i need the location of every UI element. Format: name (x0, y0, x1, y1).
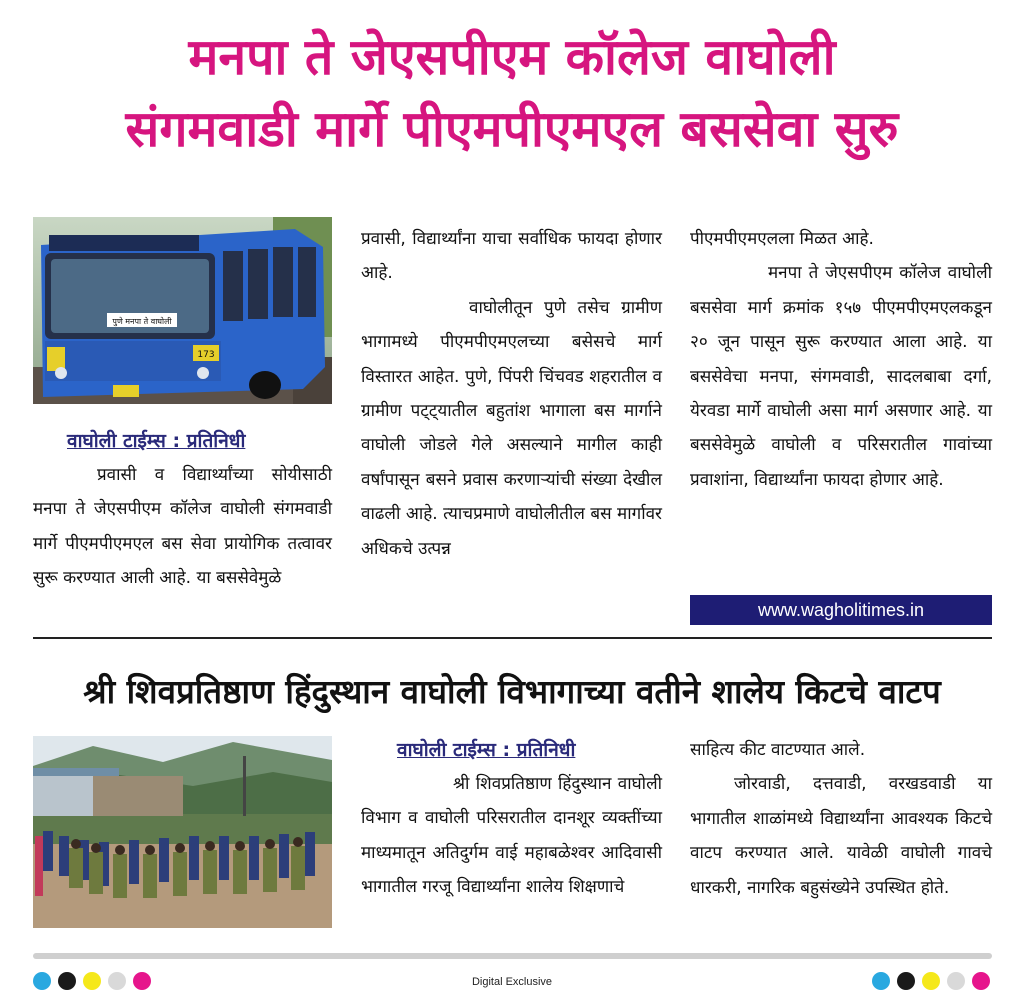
registration-dot (108, 972, 126, 990)
article1-column-1 (33, 424, 332, 596)
students-photo (33, 736, 332, 928)
article2-col2-paragraph: श्री शिवप्रतिष्ठाण हिंदुस्थान वाघोली विभाग व वाघोली परिसरातील दानशूर व्यक्तींच्या माध्यमातून अतिदुर्गम वाई महाबळेश्वर आदिवासी भागातील गरजू विद्यार्थ्यांना शालेय शिक्षणाचे (361, 774, 662, 898)
registration-marks-right (872, 972, 990, 990)
section-divider (33, 637, 992, 639)
article1-column-3 (690, 222, 992, 497)
bus-photo (33, 217, 332, 404)
registration-dot (972, 972, 990, 990)
registration-marks-left (33, 972, 151, 990)
article2-column-3 (690, 733, 992, 905)
registration-dot (33, 972, 51, 990)
footer-label: Digital Exclusive (471, 976, 553, 988)
article2-headline: श्री शिवप्रतिष्ठाण हिंदुस्थान वाघोली विभागाच्या वतीने शालेय किटचे वाटप (83, 672, 941, 711)
registration-dot (83, 972, 101, 990)
article1-col3-paragraph-2: मनपा ते जेएसपीएम कॉलेज वाघोली बससेवा मार्ग क्रमांक १५७ पीएमपीएमएलकडून २० जून पासून सुरू करण्यात आला आहे. या बससेवेचा मनपा, संगमवाडी, सादलबाबा दर्गा, येरवडा मार्गे वाघोली असा मार्ग असणार आहे. या बससेवेमुळे वाघोली व परिसरातील गावांच्या प्रवाशांना, विद्यार्थ्यांना फायदा होणार आहे. (690, 263, 992, 490)
article1-col1-paragraph: प्रवासी व विद्यार्थ्यांच्या सोयीसाठी मनपा ते जेएसपीएम कॉलेज वाघोली संगमवाडी मार्गे पीएमपीएमएल बस सेवा प्रायोगिक तत्वावर सुरू करण्यात आली आहे. या बससेवेमुळे (33, 465, 332, 589)
registration-dot (133, 972, 151, 990)
article1-col2-paragraph-1: प्रवासी, विद्यार्थ्यांना याचा सर्वाधिक फायदा होणार आहे. (361, 229, 662, 284)
article1-column-2 (361, 222, 662, 566)
article1-col2-paragraph-2: वाघोलीतून पुणे तसेच ग्रामीण भागामध्ये पीएमपीएमएलच्या बसेसचे मार्ग विस्तारत आहेत. पुणे, पिंपरी चिंचवड शहरातील व ग्रामीण पट्ट्यातील बहुतांश भागाला बस मार्गाने वाघोली जोडले गेले असल्याने मागील काही वर्षांपासून बसने प्रवास करणाऱ्यांची संख्या देखील वाढली आहे. त्याचप्रमाणे वाघोलीतील बस मार्गावर अधिकचे उत्पन्न (361, 297, 662, 559)
registration-dot (897, 972, 915, 990)
bus-route-sign: पुणे मनपा ते वाघोली (112, 317, 172, 326)
registration-dot (947, 972, 965, 990)
article1-headline-line1: मनपा ते जेएसपीएम कॉलेज वाघोली (188, 28, 836, 86)
bus-number: 173 (197, 350, 215, 360)
website-url[interactable]: www.wagholitimes.in (757, 600, 925, 620)
article2-col3-paragraph-2: जोरवाडी, दत्तवाडी, वरखडवाडी या भागातील शाळांमध्ये विद्यार्थ्यांना आवश्यक किटचे वाटप करण्यात आले. यावेळी वाघोली गावचे धारकरी, नागरिक बहुसंख्येने उपस्थित होते. (690, 774, 992, 898)
footer-rule (33, 953, 992, 959)
registration-dot (922, 972, 940, 990)
article1-col3-paragraph-1: पीएमपीएमएलला मिळत आहे. (690, 229, 874, 249)
website-banner[interactable] (690, 595, 992, 625)
registration-dot (872, 972, 890, 990)
registration-dot (58, 972, 76, 990)
article1-byline: वाघोली टाईम्स : प्रतिनिधी (67, 430, 246, 452)
article1-headline-line2: संगमवाडी मार्गे पीएमपीएमएल बससेवा सुरु (125, 100, 899, 158)
article2-byline: वाघोली टाईम्स : प्रतिनिधी (397, 739, 576, 761)
article1-headline (0, 22, 1024, 166)
article2-col3-paragraph-1: साहित्य कीट वाटण्यात आले. (690, 740, 866, 760)
article2-column-2 (361, 733, 662, 905)
